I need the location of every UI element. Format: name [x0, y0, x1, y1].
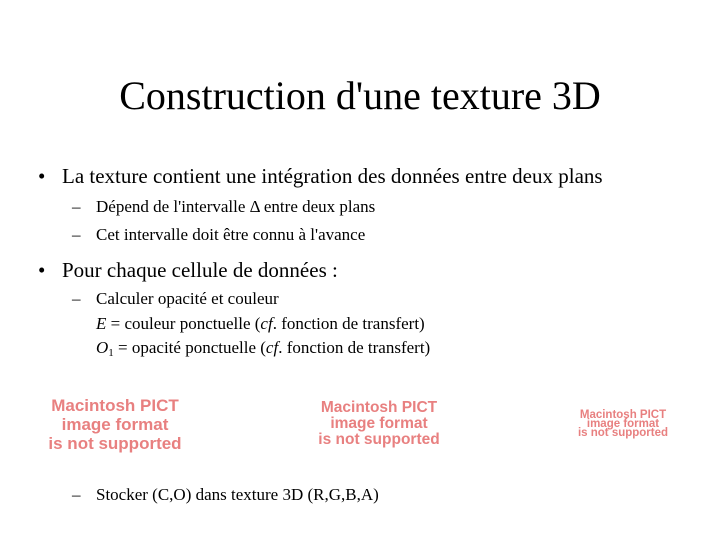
formula-variable: O — [96, 338, 109, 357]
dash-mark: – — [72, 485, 81, 504]
placeholder-line: is not supported — [48, 434, 182, 453]
unsupported-image-placeholder — [22, 396, 208, 453]
formula-text: . fonction de transfert) — [278, 338, 431, 357]
placeholder-line: Macintosh PICT — [320, 399, 438, 416]
sub-bullet-known — [72, 224, 365, 246]
sub-bullet-text: Stocker (C,O) dans texture 3D (R,G,B,A) — [96, 485, 379, 504]
slide-title: Construction d'une texture 3D — [119, 73, 601, 118]
dash-mark: – — [72, 197, 81, 216]
formula-variable: E — [96, 314, 107, 333]
placeholder-line: image format — [330, 415, 428, 432]
bullet-integration — [38, 163, 603, 189]
dash-mark: – — [72, 225, 81, 244]
sub-bullet-text: Cet intervalle doit être connu à l'avance — [96, 225, 366, 244]
placeholder-line: image format — [61, 415, 169, 434]
formula-text: = couleur ponctuelle ( — [106, 314, 261, 333]
placeholder-line: Macintosh PICT — [51, 396, 179, 415]
bullet-text: La texture contient une intégration des données entre deux plans — [62, 164, 603, 188]
placeholder-line: image format — [586, 418, 660, 430]
formula-subscript: 1 — [108, 347, 114, 359]
formula-cf: cf — [265, 338, 279, 357]
bullet-per-cell — [38, 257, 338, 283]
bullet-mark: • — [38, 258, 46, 282]
placeholder-line: is not supported — [577, 427, 669, 439]
formula-text: . fonction de transfert) — [272, 314, 425, 333]
formula-color — [96, 313, 425, 335]
bullet-mark: • — [38, 164, 46, 188]
sub-bullet-text: Dépend de l'intervalle Δ entre deux plans — [96, 197, 376, 216]
sub-bullet-interval — [72, 196, 375, 218]
placeholder-line: is not supported — [318, 431, 440, 448]
formula-cf: cf — [260, 314, 273, 333]
formula-text: = opacité ponctuelle ( — [113, 338, 266, 357]
placeholder-line: Macintosh PICT — [579, 409, 667, 421]
dash-mark: – — [72, 289, 81, 308]
bullet-text: Pour chaque cellule de données : — [62, 258, 338, 282]
sub-bullet-store — [72, 484, 379, 506]
unsupported-image-placeholder — [550, 411, 696, 438]
sub-bullet-text: Calculer opacité et couleur — [96, 289, 279, 308]
formula-opacity — [96, 337, 430, 359]
unsupported-image-placeholder — [290, 400, 468, 448]
sub-bullet-compute — [72, 288, 279, 310]
